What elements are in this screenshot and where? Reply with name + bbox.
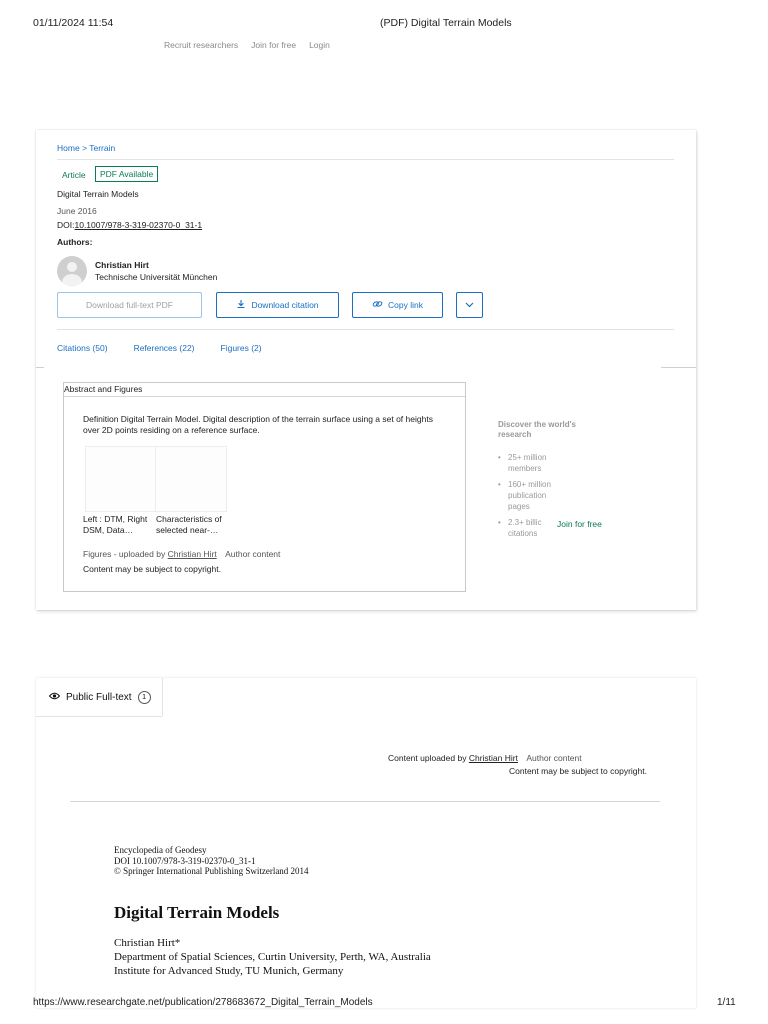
pdf-journal: Encyclopedia of Geodesy bbox=[114, 845, 207, 855]
divider bbox=[70, 801, 660, 802]
download-citation-label: Download citation bbox=[251, 300, 319, 310]
print-doc-title: (PDF) Digital Terrain Models bbox=[380, 17, 512, 29]
pdf-title: Digital Terrain Models bbox=[114, 903, 280, 922]
discover-title: Discover the world's research bbox=[498, 420, 576, 439]
avatar-icon[interactable] bbox=[57, 256, 87, 286]
author-affiliation: Technische Universität München bbox=[95, 272, 218, 282]
pdf-doi: DOI 10.1007/978-3-319-02370-0_31-1 bbox=[114, 855, 256, 866]
breadcrumb bbox=[57, 143, 115, 153]
breadcrumb-terrain[interactable]: Terrain bbox=[89, 143, 116, 153]
divider bbox=[162, 678, 163, 716]
publication-tabs bbox=[57, 343, 262, 353]
tab-citations[interactable]: Citations (50) bbox=[57, 343, 108, 353]
tab-references[interactable]: References (22) bbox=[133, 343, 195, 353]
tab-figures[interactable]: Figures (2) bbox=[220, 343, 262, 353]
uploader-link[interactable]: Christian Hirt bbox=[167, 549, 217, 559]
login-link[interactable]: Login bbox=[309, 40, 330, 50]
public-fulltext-tab[interactable] bbox=[49, 691, 151, 704]
print-page-number: 1/11 bbox=[717, 997, 736, 1008]
content-uploaded-by bbox=[388, 753, 582, 763]
discover-list bbox=[498, 452, 558, 539]
discover-item: • 2.3+ billic citations bbox=[498, 517, 558, 539]
fulltext-count-badge: 1 bbox=[138, 691, 151, 704]
print-datetime: 01/11/2024 11:54 bbox=[33, 17, 114, 29]
paper-date: June 2016 bbox=[57, 206, 97, 216]
divider bbox=[57, 329, 674, 330]
publication-card bbox=[36, 130, 696, 610]
pdf-affiliation: Department of Spatial Sciences, Curtin University, Perth, WA, Australia bbox=[114, 951, 431, 963]
divider bbox=[57, 159, 674, 160]
figure-thumbnail[interactable] bbox=[155, 446, 227, 512]
eye-icon bbox=[49, 692, 60, 703]
more-options-button[interactable] bbox=[456, 292, 483, 318]
download-icon bbox=[236, 299, 246, 311]
pdf-author: Christian Hirt* bbox=[114, 937, 181, 949]
recruit-researchers-link[interactable]: Recruit researchers bbox=[164, 40, 239, 50]
top-nav bbox=[164, 40, 330, 50]
author-name[interactable]: Christian Hirt bbox=[95, 260, 149, 270]
pdf-author-block bbox=[114, 936, 431, 978]
copy-link-label: Copy link bbox=[388, 300, 423, 310]
public-fulltext-label: Public Full-text bbox=[66, 692, 132, 703]
author-content-badge: Author content bbox=[225, 549, 281, 559]
pdf-header-block bbox=[114, 845, 309, 877]
divider bbox=[64, 396, 465, 397]
article-tag: Article bbox=[62, 170, 86, 180]
uploaded-prefix: Content uploaded by bbox=[388, 753, 467, 763]
divider bbox=[36, 367, 44, 368]
discover-item: • 25+ million members bbox=[498, 452, 558, 474]
figure-thumbnail[interactable] bbox=[85, 446, 157, 512]
abstract-box bbox=[63, 382, 466, 592]
abstract-text: Definition Digital Terrain Model. Digital description of the terrain surface using a set of heights over 2D points residing on a reference surface. bbox=[83, 414, 433, 435]
paper-doi bbox=[57, 220, 202, 230]
download-fulltext-button[interactable] bbox=[57, 292, 202, 318]
download-citation-button[interactable] bbox=[216, 292, 339, 318]
uploaded-prefix: Figures - uploaded by bbox=[83, 549, 166, 559]
copy-link-button[interactable] bbox=[352, 292, 443, 318]
author-content-badge: Author content bbox=[526, 753, 582, 763]
join-for-free-link[interactable]: Join for free bbox=[251, 40, 297, 50]
pdf-available-tag: PDF Available bbox=[95, 166, 158, 182]
abstract-title: Abstract and Figures bbox=[64, 384, 143, 394]
authors-label: Authors: bbox=[57, 237, 93, 247]
figure-caption[interactable]: Left : DTM, Right DSM, Data… bbox=[83, 514, 148, 535]
paper-title: Digital Terrain Models bbox=[57, 189, 139, 199]
print-url: https://www.researchgate.net/publication/278683672_Digital_Terrain_Models bbox=[33, 997, 373, 1008]
figures-uploaded-by bbox=[83, 549, 280, 559]
pdf-copyright: © Springer International Publishing Switzerland 2014 bbox=[114, 866, 309, 876]
copyright-note: Content may be subject to copyright. bbox=[509, 766, 647, 776]
divider bbox=[36, 716, 162, 717]
doi-prefix: DOI: bbox=[57, 220, 75, 230]
uploader-link[interactable]: Christian Hirt bbox=[468, 753, 518, 763]
link-icon bbox=[372, 299, 383, 311]
chevron-down-icon bbox=[465, 300, 474, 310]
join-for-free-button[interactable]: Join for free bbox=[557, 519, 602, 529]
breadcrumb-home[interactable]: Home bbox=[57, 143, 80, 153]
download-fulltext-label: Download full-text PDF bbox=[86, 300, 173, 310]
breadcrumb-separator: > bbox=[82, 143, 88, 153]
doi-link[interactable]: 10.1007/978-3-319-02370-0_31-1 bbox=[74, 220, 203, 230]
fulltext-card bbox=[36, 678, 696, 1008]
divider bbox=[661, 367, 696, 368]
copyright-note: Content may be subject to copyright. bbox=[83, 564, 221, 574]
pdf-affiliation: Institute for Advanced Study, TU Munich, Germany bbox=[114, 965, 344, 977]
figure-caption[interactable]: Characteristics of selected near-… bbox=[156, 514, 222, 535]
discover-item: • 160+ million publication pages bbox=[498, 479, 558, 512]
